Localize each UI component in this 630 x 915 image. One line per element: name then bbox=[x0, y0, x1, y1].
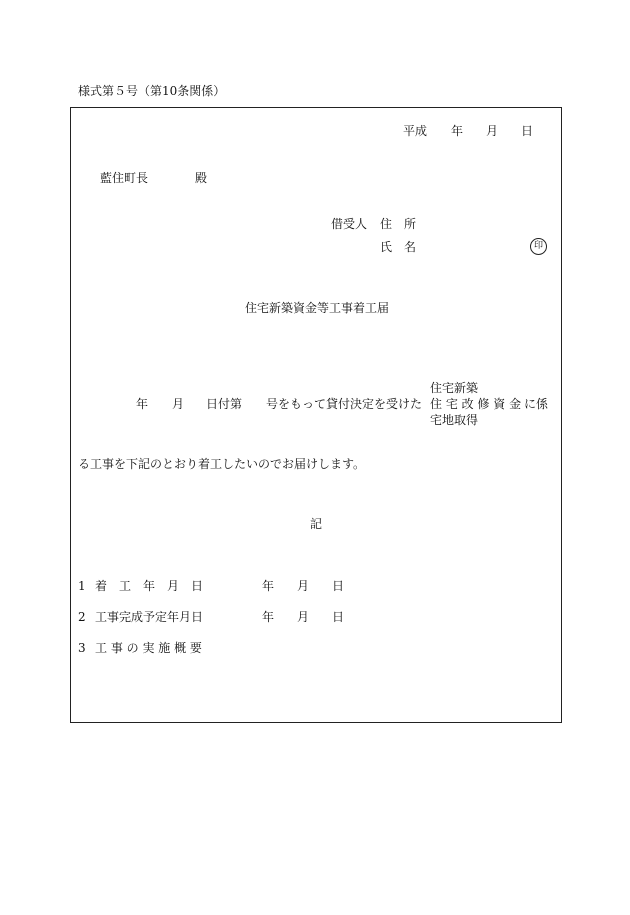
item-3-label: 工 事 の 実 施 概 要 bbox=[95, 641, 202, 655]
item-2-label: 工事完成予定年月日 bbox=[95, 610, 204, 624]
form-number-label: 様式第５号（第10条関係） bbox=[78, 84, 226, 98]
fund-type-land-acquisition: 宅地取得 bbox=[430, 413, 479, 427]
body-year-label: 年 bbox=[136, 397, 149, 411]
borrower-name-label: 氏 名 bbox=[380, 240, 417, 254]
item-2-number: 2 bbox=[78, 610, 86, 624]
fund-type-renovation: 住 宅 改 修 資 金 bbox=[430, 397, 522, 411]
item-1-year: 年 bbox=[262, 579, 275, 593]
item-1-number: 1 bbox=[78, 579, 86, 593]
ki-heading: 記 bbox=[310, 517, 323, 531]
seal-mark: 印 bbox=[530, 238, 547, 255]
addressee-name: 藍住町長 bbox=[100, 171, 149, 185]
borrower-address-label: 住 所 bbox=[380, 217, 417, 231]
body-month-label: 月 bbox=[172, 397, 185, 411]
item-1-day: 日 bbox=[332, 579, 345, 593]
item-1-label: 着 工 年 月 日 bbox=[95, 579, 204, 593]
date-day-label: 日 bbox=[521, 124, 534, 138]
body-date-number: 日付第 bbox=[206, 397, 243, 411]
item-1-month: 月 bbox=[297, 579, 310, 593]
body-phrase: 号をもって貸付決定を受けた bbox=[266, 397, 423, 411]
fund-type-new-construction: 住宅新築 bbox=[430, 381, 479, 395]
item-3-number: 3 bbox=[78, 641, 86, 655]
body-line-2: る工事を下記のとおり着工したいのでお届けします。 bbox=[78, 457, 366, 471]
date-month-label: 月 bbox=[486, 124, 499, 138]
item-2-year: 年 bbox=[262, 610, 275, 624]
item-2-month: 月 bbox=[297, 610, 310, 624]
date-era: 平成 bbox=[403, 124, 428, 138]
addressee-honorific: 殿 bbox=[195, 171, 208, 185]
date-year-label: 年 bbox=[451, 124, 464, 138]
borrower-role: 借受人 bbox=[331, 217, 368, 231]
item-2-day: 日 bbox=[332, 610, 345, 624]
document-title: 住宅新築資金等工事着工届 bbox=[245, 301, 390, 315]
fund-type-options bbox=[430, 380, 521, 428]
body-suffix: に係 bbox=[524, 397, 549, 411]
